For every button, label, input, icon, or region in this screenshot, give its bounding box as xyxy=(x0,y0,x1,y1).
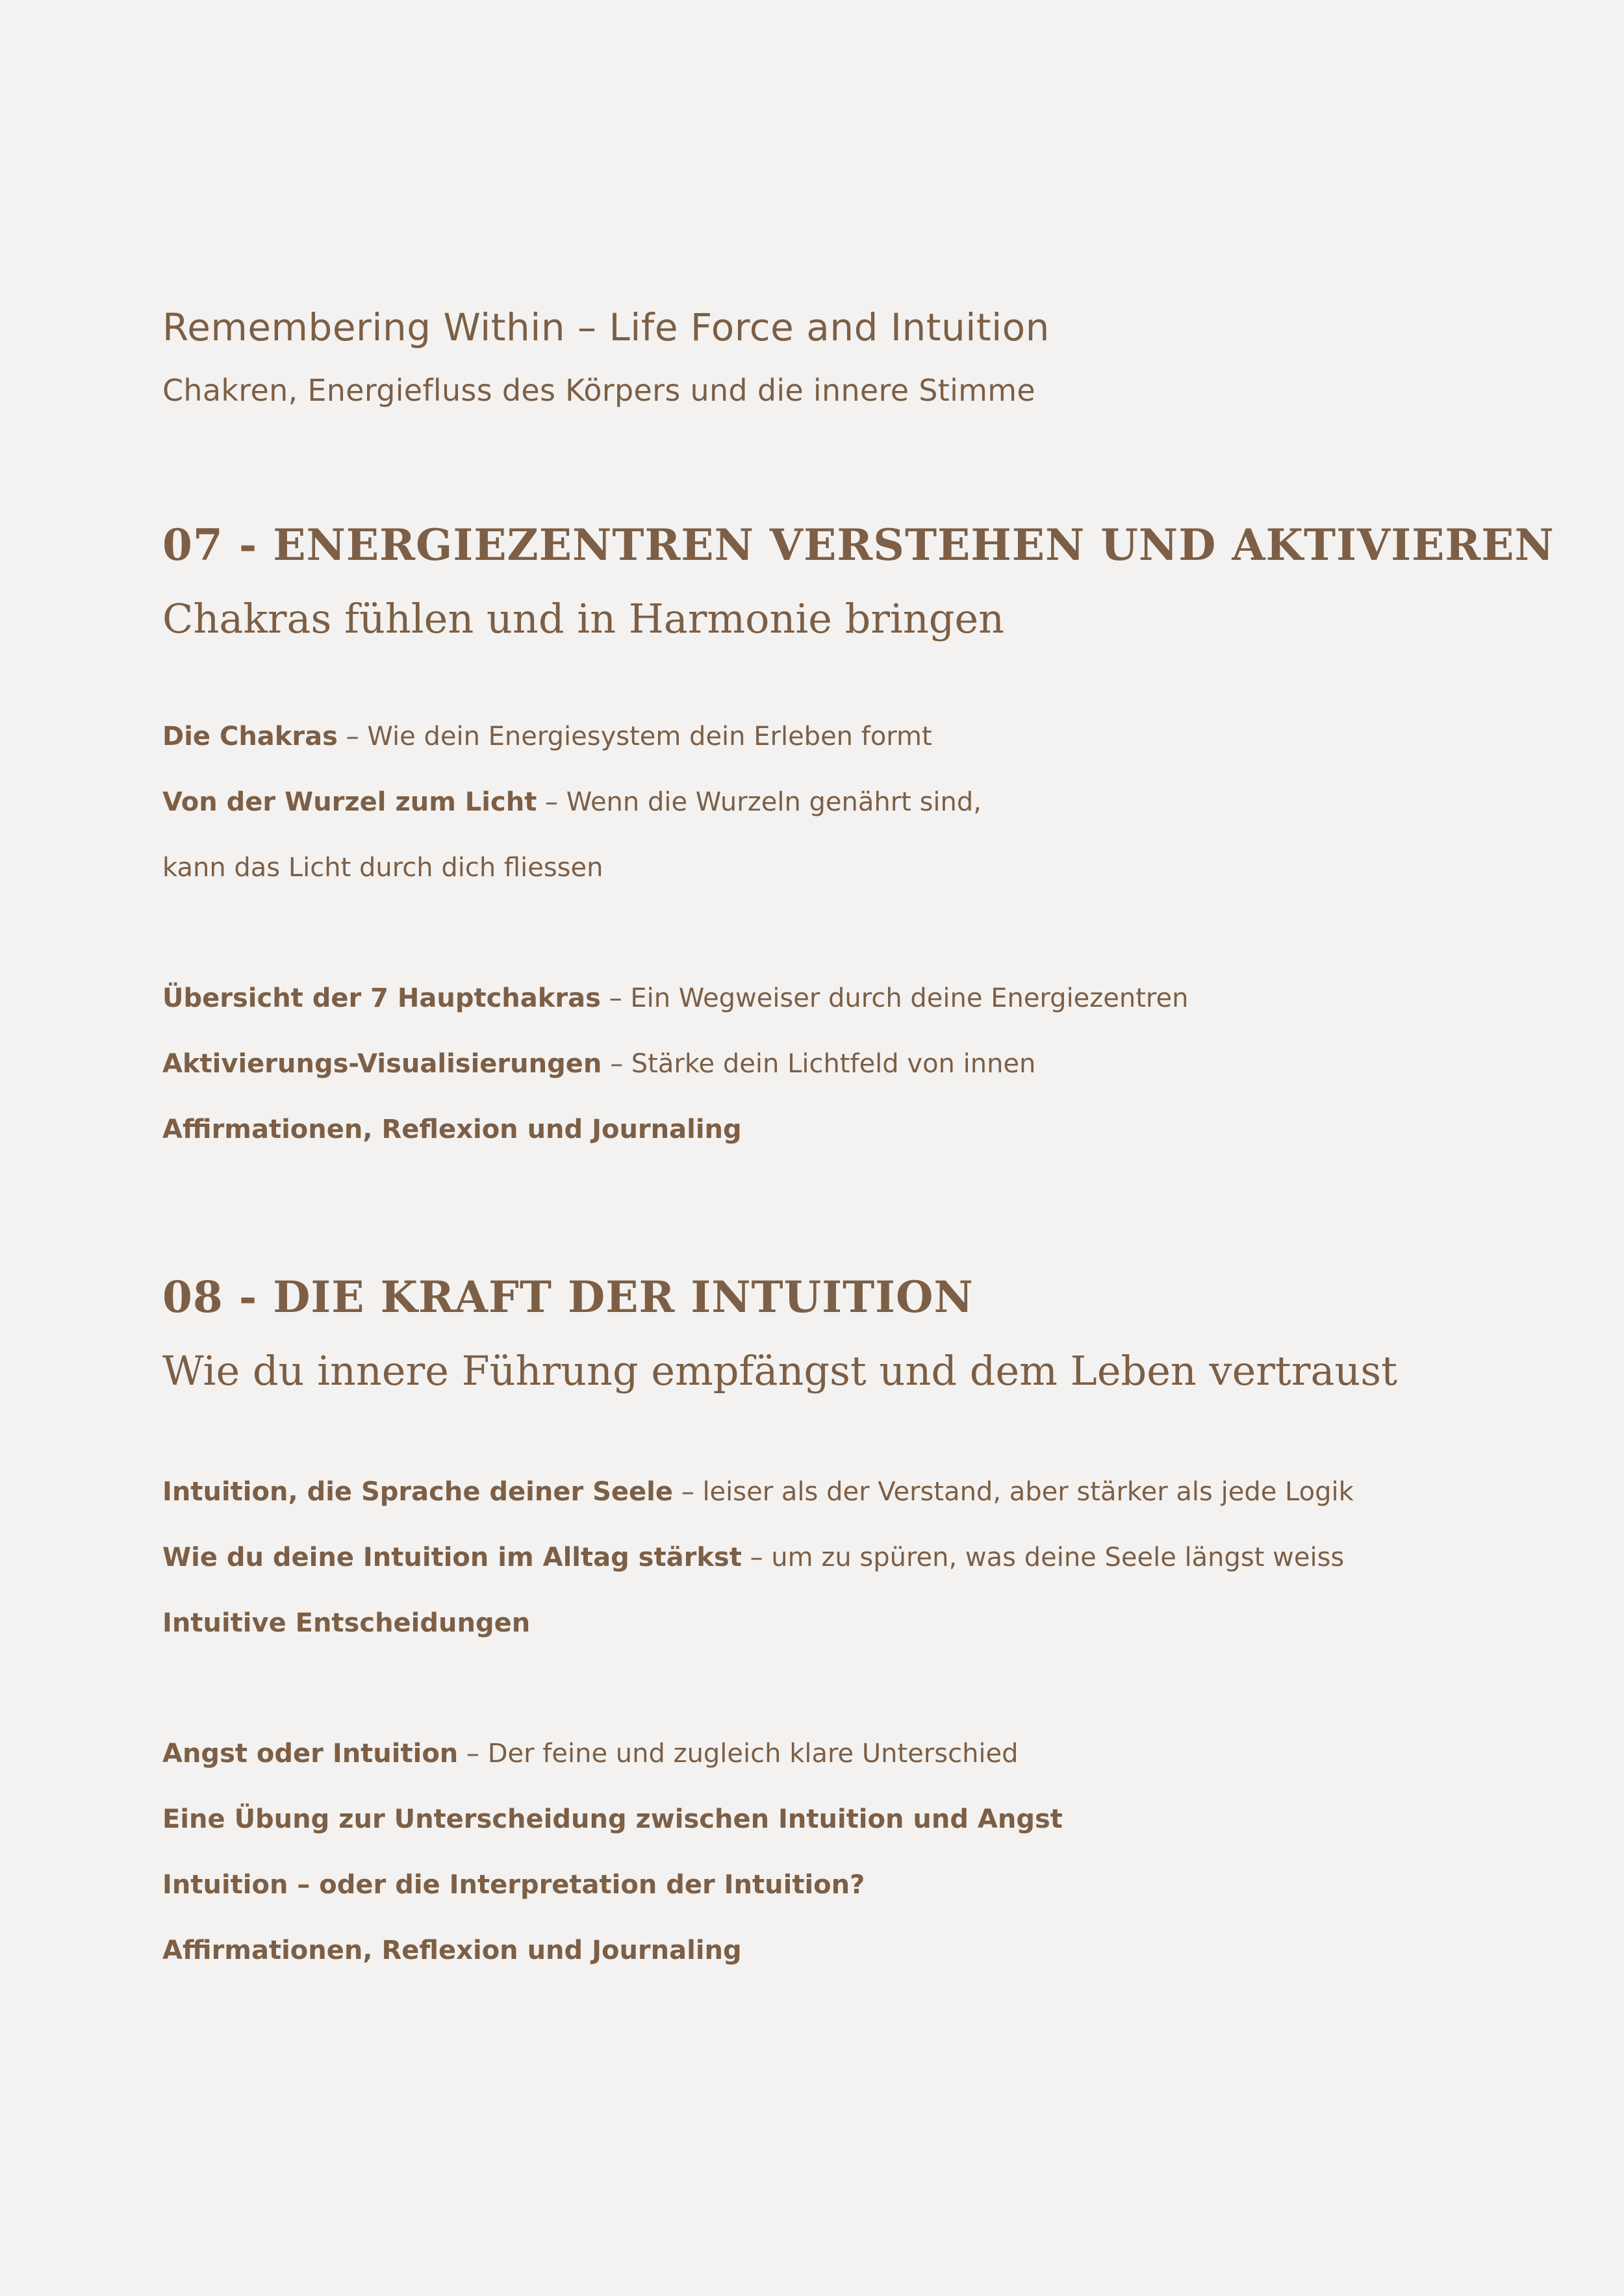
list-item xyxy=(162,1542,1344,1573)
entry-text: – Wie dein Energiesystem dein Erleben formt xyxy=(337,722,932,751)
entry-text: – um zu spüren, was deine Seele längst weiss xyxy=(741,1543,1345,1572)
entry-title: Intuitive Entscheidungen xyxy=(162,1608,531,1638)
list-item xyxy=(162,787,982,818)
chapter-08 xyxy=(162,1272,1397,1394)
entry-title: Von der Wurzel zum Licht xyxy=(162,787,537,817)
chapter-subheading: Chakras fühlen und in Harmonie bringen xyxy=(162,595,1005,642)
list-item xyxy=(162,1476,1354,1508)
entry-title: Intuition – oder die Interpretation der Intuition? xyxy=(162,1870,865,1900)
entry-title: Eine Übung zur Unterscheidung zwischen Intuition und Angst xyxy=(162,1804,1063,1834)
chapter-subheading: Wie du innere Führung empfängst und dem Leben vertraust xyxy=(162,1347,1398,1394)
list-item xyxy=(162,852,603,883)
entry-text: kann das Licht durch dich fliessen xyxy=(162,853,603,883)
entry-title: Übersicht der 7 Hauptchakras xyxy=(162,983,601,1013)
entry-title: Wie du deine Intuition im Alltag stärkst xyxy=(162,1543,742,1572)
entry-text: – Der feine und zugleich klare Unterschied xyxy=(458,1739,1019,1769)
entry-title: Aktivierungs-Visualisierungen xyxy=(162,1049,602,1079)
list-item xyxy=(162,1738,1019,1769)
page xyxy=(162,0,1554,2296)
entry-text: – Wenn die Wurzeln genährt sind, xyxy=(537,787,982,817)
list-item xyxy=(162,1114,742,1145)
list-item xyxy=(162,721,932,752)
document-header xyxy=(162,305,1050,408)
document-title: Remembering Within – Life Force and Intuition xyxy=(162,305,1050,349)
list-item xyxy=(162,983,1188,1014)
entry-text: – leiser als der Verstand, aber stärker als jede Logik xyxy=(673,1477,1354,1507)
list-item xyxy=(162,1048,1035,1079)
entry-title: Angst oder Intuition xyxy=(162,1739,459,1769)
list-item xyxy=(162,1804,1063,1835)
entry-title: Affirmationen, Reflexion und Journaling xyxy=(162,1115,742,1144)
document-subtitle: Chakren, Energiefluss des Körpers und die innere Stimme xyxy=(162,373,1035,408)
entry-title: Die Chakras xyxy=(162,722,338,751)
list-item xyxy=(162,1935,742,1966)
chapter-heading: 08 - DIE KRAFT DER INTUITION xyxy=(162,1272,974,1322)
list-item xyxy=(162,1869,865,1900)
chapter-07 xyxy=(162,520,1554,642)
entry-title: Intuition, die Sprache deiner Seele xyxy=(162,1477,674,1507)
entry-text: – Stärke dein Lichtfeld von innen xyxy=(602,1049,1036,1079)
entry-title: Affirmationen, Reflexion und Journaling xyxy=(162,1936,742,1965)
list-item xyxy=(162,1608,530,1639)
entry-text: – Ein Wegweiser durch deine Energiezentren xyxy=(600,983,1189,1013)
chapter-heading: 07 - ENERGIEZENTREN VERSTEHEN UND AKTIVIEREN xyxy=(162,520,1554,570)
